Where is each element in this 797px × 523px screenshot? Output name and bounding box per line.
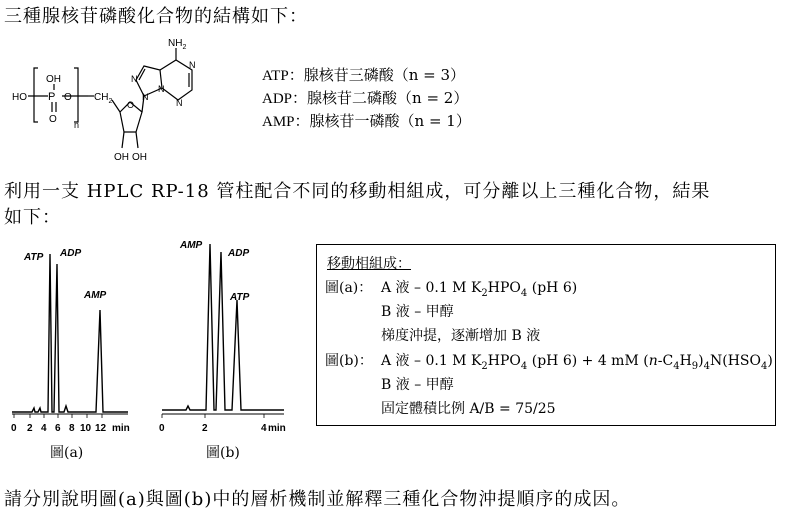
mobile-phase-title: 移動相組成： <box>327 256 411 272</box>
tick-a-4: 4 <box>41 423 47 434</box>
tick-a-10: 10 <box>80 423 92 434</box>
method-text-line1: 利用一支 HPLC RP-18 管柱配合不同的移動相組成，可分離以上三種化合物，結果 <box>4 181 711 202</box>
o-right-label: O <box>64 92 72 103</box>
fig-b-solvent-b: B 液 – 甲醇 <box>381 377 454 393</box>
n3-label: N <box>158 84 165 94</box>
legend-amp: AMP：腺核苷一磷酸（n = 1） <box>262 112 471 130</box>
fig-a-solvent-a: A 液 – 0.1 M $K_2HPO_4$ (pH 6) <box>381 280 578 299</box>
unit-a: min <box>112 423 130 434</box>
intro-text: 三種腺核苷磷酸化合物的結構如下： <box>4 6 308 27</box>
oh-top-label: OH <box>46 74 61 85</box>
ring-o-label: O <box>127 100 135 110</box>
chromatogram-b <box>158 236 298 436</box>
mobile-phase-box <box>316 244 776 426</box>
oh2-label: OH <box>132 152 147 163</box>
fig-b-ratio: 固定體積比例 A/B = 75/25 <box>381 401 556 417</box>
nucleotide-structure <box>4 34 254 164</box>
n-subscript: n <box>74 120 80 130</box>
oh1-label: OH <box>114 152 129 163</box>
peak-b-adp: ADP <box>228 248 250 259</box>
nh2-label: $NH_2$ <box>168 38 187 51</box>
p-label: P <box>48 91 56 103</box>
fig-a-solvent-b: B 液 – 甲醇 <box>381 304 454 320</box>
tick-a-12: 12 <box>95 423 107 434</box>
legend-atp: ATP：腺核苷三磷酸（n = 3） <box>262 66 465 84</box>
caption-a: 圖(a) <box>50 445 84 461</box>
ch2-label: $CH_2$ <box>94 92 113 105</box>
tick-b-2: 2 <box>202 423 208 434</box>
tick-b-0: 0 <box>159 423 165 434</box>
ho-label: HO <box>12 92 27 103</box>
peak-a-amp: AMP <box>84 290 107 301</box>
tick-a-2: 2 <box>27 423 33 434</box>
question-text: 請分別說明圖(a)與圖(b)中的層析機制並解釋三種化合物沖提順序的成因。 <box>4 489 631 510</box>
tick-a-8: 8 <box>69 423 75 434</box>
peak-a-atp: ATP <box>24 252 44 263</box>
fig-b-solvent-a: A 液 – 0.1 M $K_2HPO_4$ (pH 6) + 4 mM $(n-C_4H_9)_4N(HSO_4)$ <box>381 353 773 372</box>
legend-adp: ADP：腺核苷二磷酸（n = 2） <box>262 89 469 107</box>
tick-a-0: 0 <box>11 423 17 434</box>
tick-b-4: 4 <box>261 423 267 434</box>
peak-b-amp: AMP <box>180 240 203 251</box>
n7-label: N <box>131 74 138 84</box>
tick-a-6: 6 <box>55 423 61 434</box>
fig-a-gradient: 梯度沖提，逐漸增加 B 液 <box>381 328 541 344</box>
o-bottom-label: O <box>49 114 57 125</box>
peak-b-atp: ATP <box>230 292 250 303</box>
n-ring-label: N <box>176 98 183 108</box>
n1-label: N <box>189 60 196 70</box>
unit-b: min <box>268 423 286 434</box>
fig-a-label: 圖(a)： <box>325 280 373 296</box>
chromatogram-a <box>8 236 138 436</box>
method-text-line2: 如下： <box>4 207 61 228</box>
fig-b-label: 圖(b)： <box>325 353 373 369</box>
caption-b: 圖(b) <box>206 445 240 461</box>
peak-a-adp: ADP <box>60 248 82 259</box>
n9-label: N <box>142 92 149 102</box>
